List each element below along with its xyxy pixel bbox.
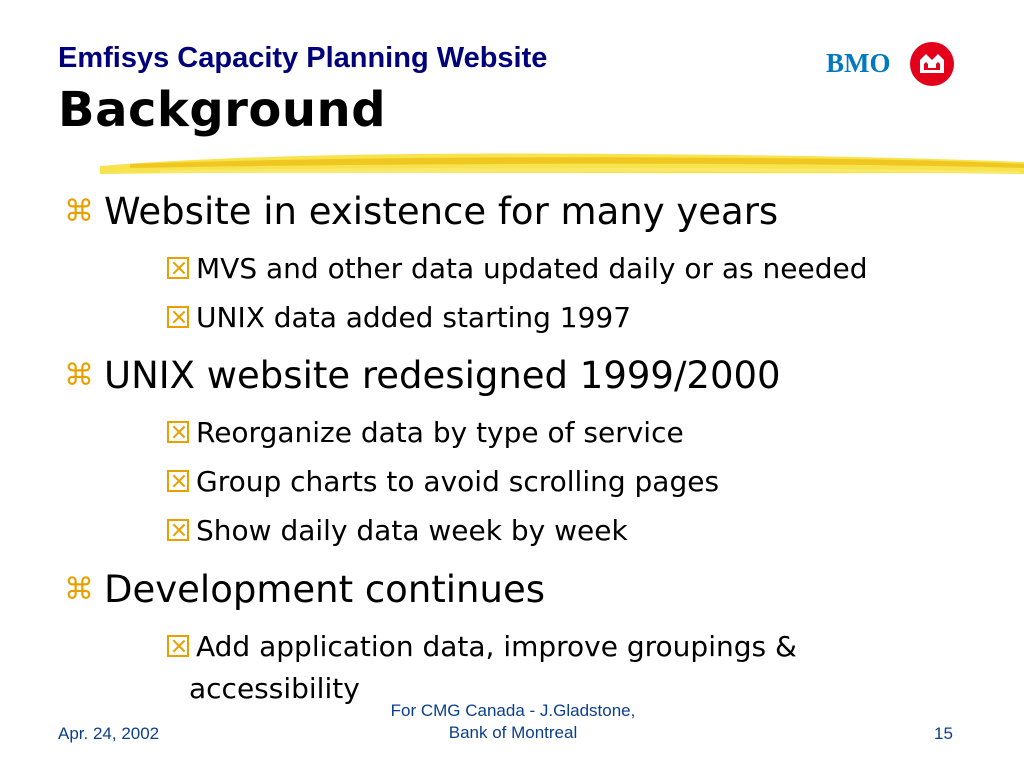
- bullet-text: UNIX website redesigned 1999/2000: [104, 354, 781, 397]
- slide-title: Emfisys Capacity Planning Website: [58, 42, 548, 74]
- checkbox-x-icon: [167, 421, 189, 443]
- sub-bullet-item: [167, 630, 797, 663]
- footer-credit-line1: For CMG Canada - J.Gladstone,: [390, 701, 636, 720]
- sub-bullet-item: [167, 301, 631, 334]
- bullet-text: Development continues: [104, 568, 546, 611]
- footer-credit-line2: Bank of Montreal: [448, 723, 578, 742]
- checkbox-x-icon: [167, 470, 189, 492]
- bullet-text: Website in existence for many years: [104, 190, 779, 233]
- slide-subtitle: Background: [58, 82, 387, 138]
- sub-bullet-text: Add application data, improve groupings &: [196, 630, 797, 663]
- sub-bullet-text: UNIX data added starting 1997: [196, 301, 632, 334]
- sub-bullet-continuation: accessibility: [189, 672, 360, 705]
- sub-bullet-text: Show daily data week by week: [196, 514, 628, 547]
- sub-bullet-item: [167, 252, 867, 285]
- checkbox-x-icon: [167, 635, 189, 657]
- bullet-item: [64, 568, 545, 611]
- command-bullet-icon: ⌘: [64, 358, 94, 393]
- footer-credit: [370, 700, 656, 744]
- sub-bullet-item: [167, 416, 684, 449]
- logo-text: BMO: [826, 48, 891, 78]
- checkbox-x-icon: [167, 519, 189, 541]
- sub-bullet-item: [167, 514, 628, 547]
- checkbox-x-icon: [167, 306, 189, 328]
- sub-bullet-item: [167, 465, 719, 498]
- footer-date: Apr. 24, 2002: [58, 724, 160, 743]
- bullet-item: [64, 190, 778, 233]
- command-bullet-icon: ⌘: [64, 194, 94, 229]
- sub-bullet-text: Reorganize data by type of service: [196, 416, 684, 449]
- sub-bullet-text: MVS and other data updated daily or as needed: [196, 252, 868, 285]
- checkbox-x-icon: [167, 257, 189, 279]
- command-bullet-icon: ⌘: [64, 572, 94, 607]
- bullet-item: [64, 354, 781, 397]
- sub-bullet-text: Group charts to avoid scrolling pages: [196, 465, 720, 498]
- page-number: 15: [934, 724, 953, 743]
